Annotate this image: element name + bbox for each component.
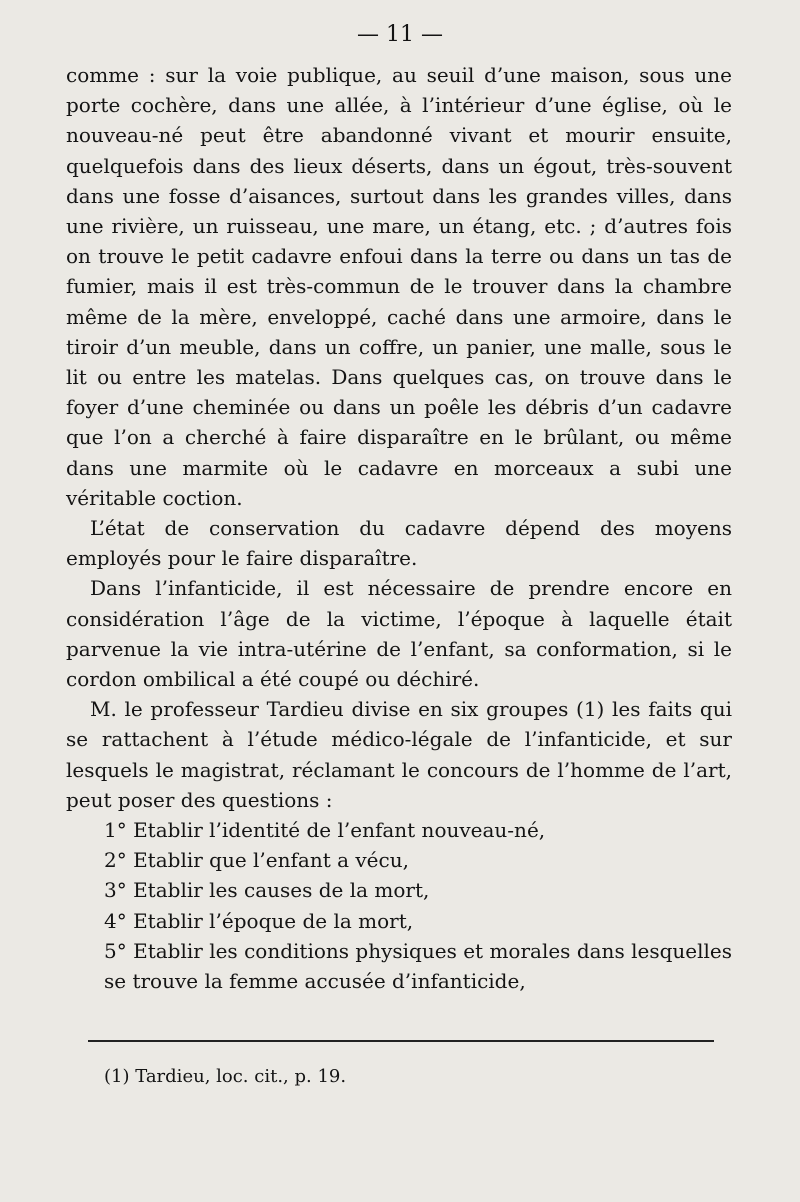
footnote: (1) Tardieu, loc. cit., p. 19. [104, 1066, 347, 1087]
list-item: 3° Etablir les causes de la mort, [104, 878, 430, 903]
body-text [66, 60, 732, 996]
question-list [66, 815, 732, 996]
footnote-divider [88, 1040, 714, 1042]
list-item: 4° Etablir l’époque de la mort, [104, 908, 414, 933]
list-item: 5° Etablir les conditions physiques et morales dans lesquelles se trouve la femme accusée d’infanticide, [104, 938, 732, 994]
paragraph: Dans l’infanticide, il est nécessaire de prendre encore en considération l’âge de la victime, l’époque à laquelle était parvenue la vie intra-utérine de l’enfant, sa conformation, si le cordon ombilical a été coupé ou déchiré. [66, 576, 732, 692]
paragraph: M. le professeur Tardieu divise en six groupes (1) les faits qui se rattachent à l’étude médico-légale de l’infanticide, et sur lesquels le magistrat, réclamant le concours de l’homme de l’art, peut poser des questions : [66, 697, 732, 812]
list-item: 1° Etablir l’identité de l’enfant nouveau-né, [104, 818, 546, 843]
page-number-header: — 11 — [357, 22, 443, 47]
list-item: 2° Etablir que l’enfant a vécu, [104, 848, 409, 873]
paragraph: comme : sur la voie publique, au seuil d’une maison, sous une porte cochère, dans une allée, à l’intérieur d’une église, où le nouveau-né peut être abandonné vivant et mourir ensuite, quelquefois dans des lieux déserts, dans un égout, très-souvent dans une fosse d’aisances, surtout dans les grandes villes, dans une rivière, un ruisseau, une mare, un étang, etc. ; d’autres fois on trouve le petit cadavre enfoui dans la terre ou dans un tas de fumier, mais il est très-commun de le trouver dans la chambre même de la mère, enveloppé, caché dans une armoire, dans le tiroir d’un meuble, dans un coffre, un panier, une malle, sous le lit ou entre les matelas. Dans quelques cas, on trouve dans le foyer d’une cheminée ou dans un poêle les débris d’un cadavre que l’on a cherché à faire disparaître en le brûlant, ou même dans une marmite où le cadavre en morceaux a subi une véritable coction. [66, 63, 732, 510]
paragraph: L’état de conservation du cadavre dépend des moyens employés pour le faire disparaître. [66, 516, 732, 571]
